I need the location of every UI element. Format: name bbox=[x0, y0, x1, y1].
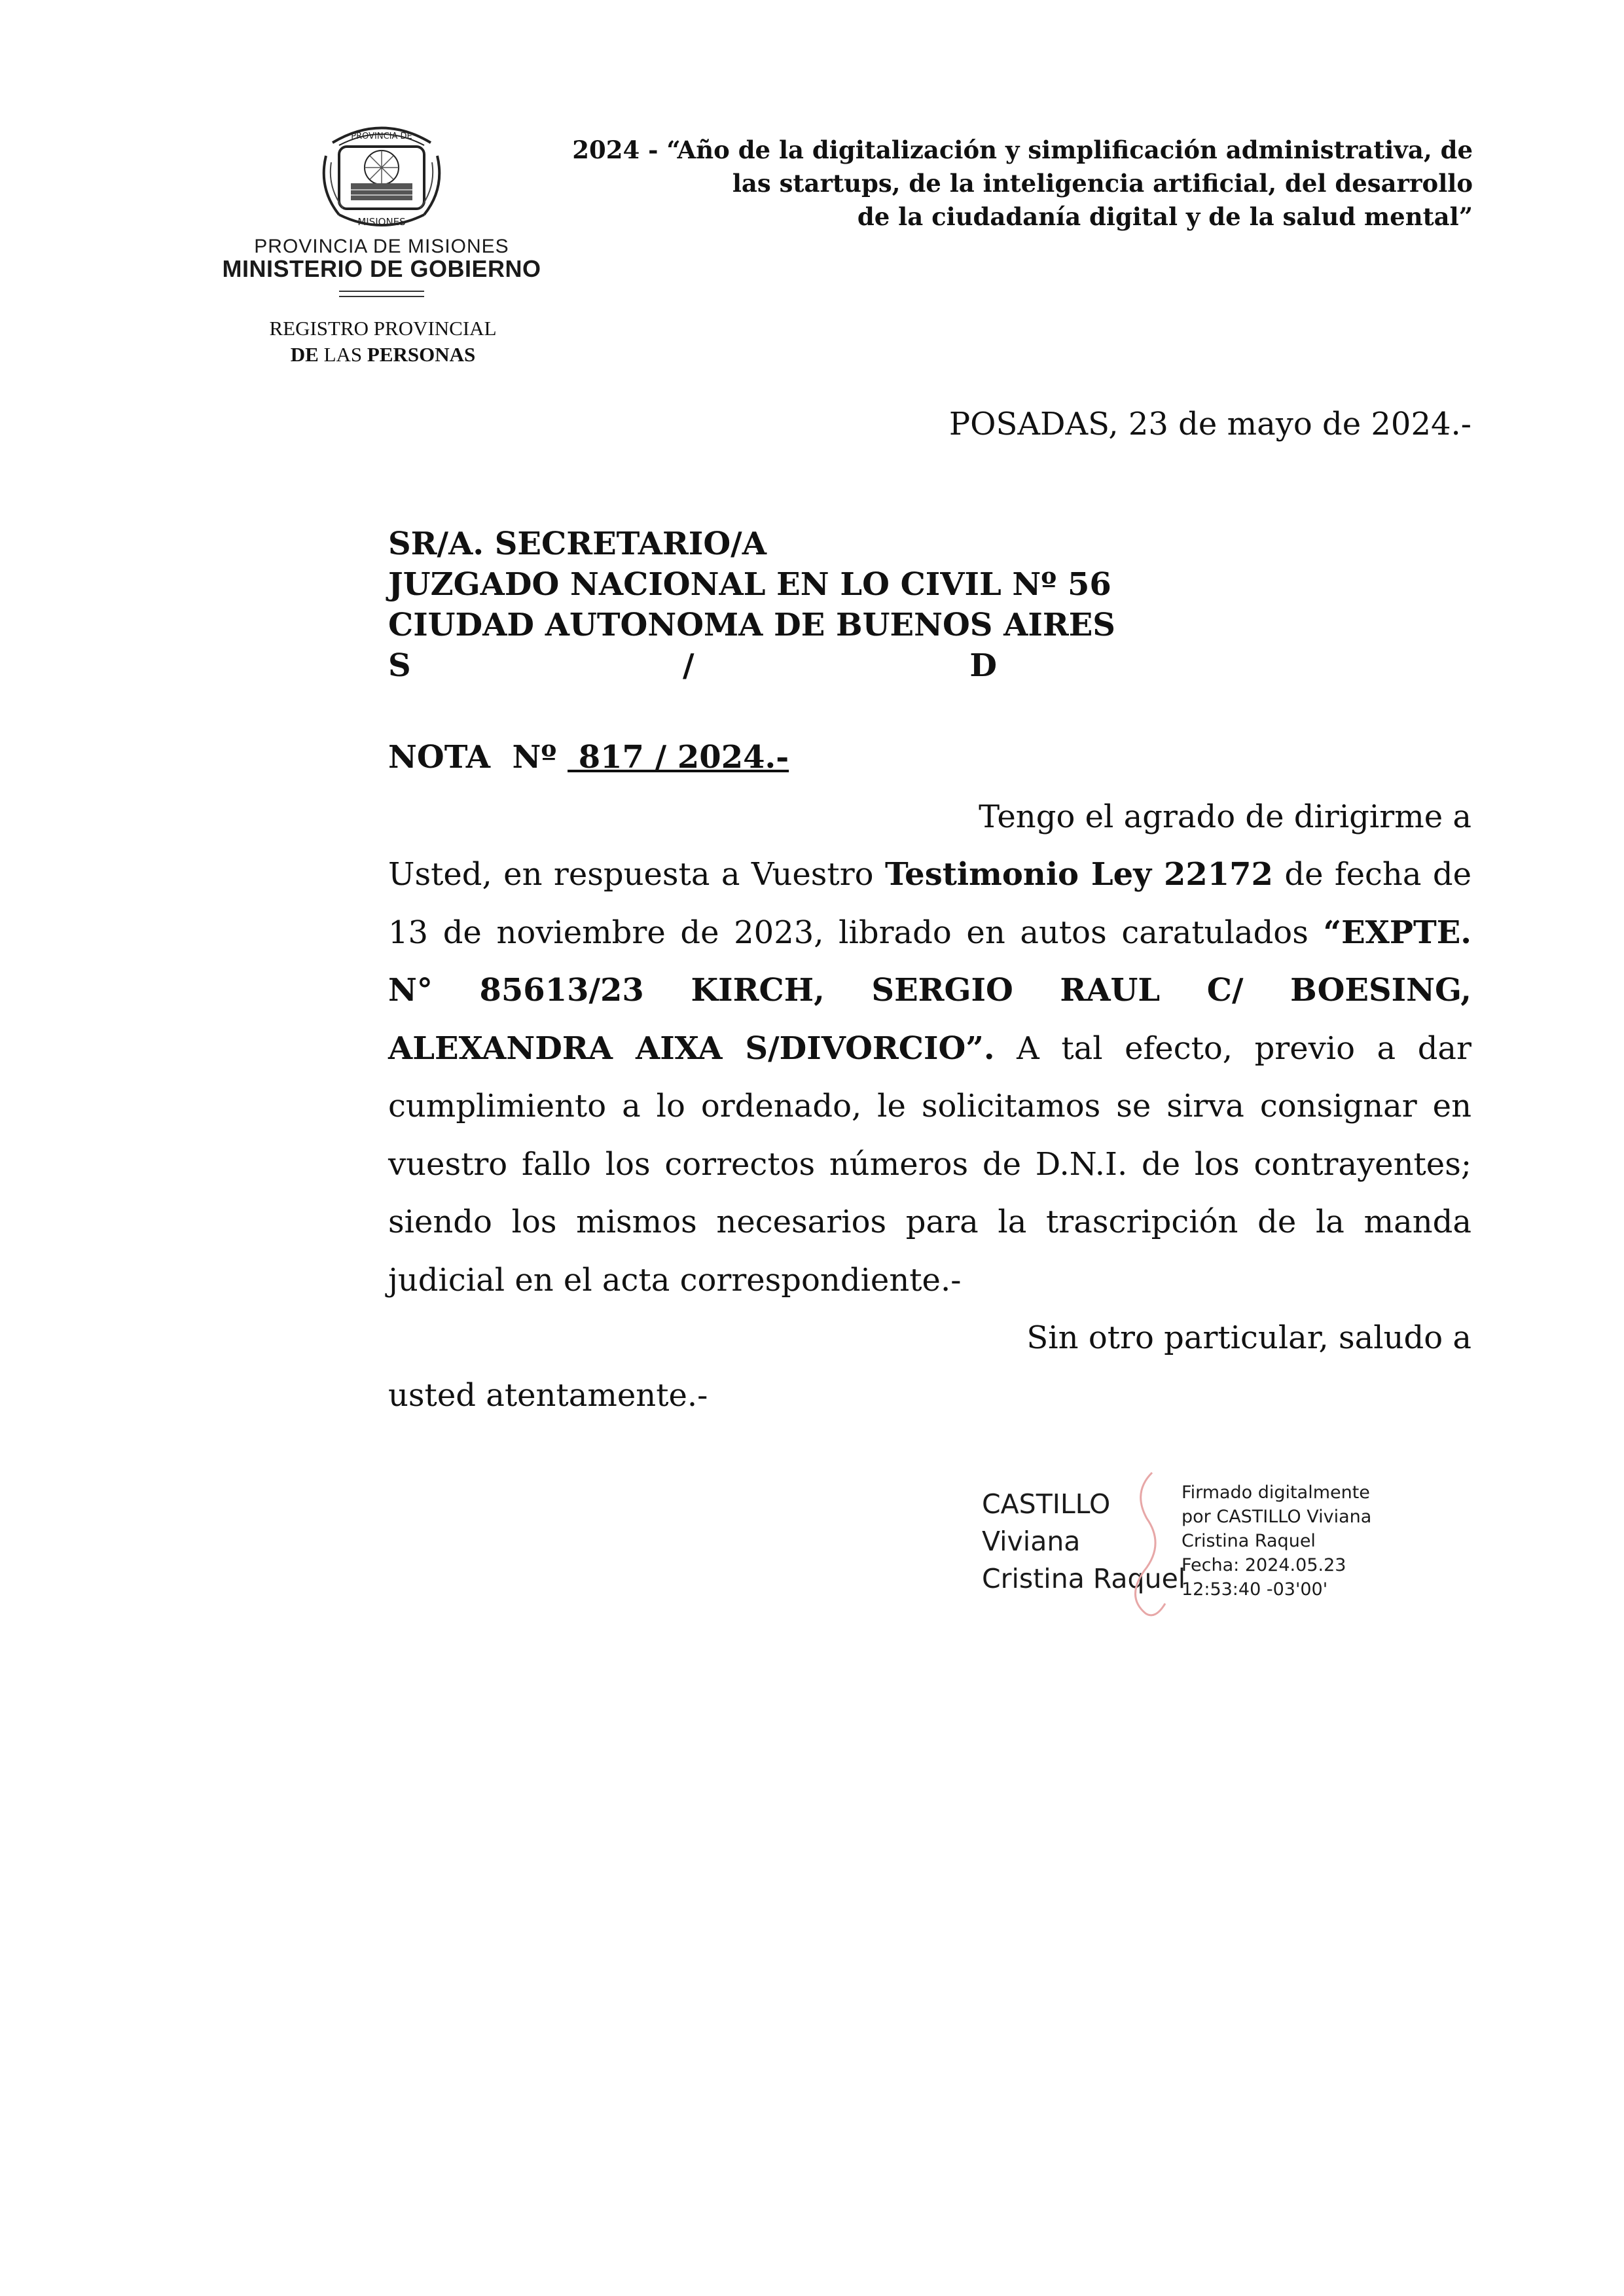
ministry-name: MINISTERIO DE GOBIERNO bbox=[222, 255, 541, 282]
signature-mark-icon bbox=[1106, 1466, 1185, 1623]
signature-info-line: Cristina Raquel bbox=[1182, 1531, 1316, 1551]
closing-opening: Sin otro particular, saludo a bbox=[1026, 1319, 1471, 1356]
sd-slash: / bbox=[683, 647, 695, 684]
signer-name-line: CASTILLO bbox=[982, 1488, 1111, 1520]
addressee-sd-line bbox=[388, 645, 997, 686]
svg-text:PROVINCIA DE: PROVINCIA DE bbox=[351, 132, 412, 141]
coat-of-arms-icon bbox=[313, 117, 450, 236]
registry-name-line2 bbox=[223, 343, 543, 367]
addressee-court: JUZGADO NACIONAL EN LO CIVIL Nº 56 bbox=[388, 566, 1111, 603]
body-text: de fecha de 13 de noviembre de 2023, librado en autos caratulados bbox=[388, 856, 1471, 951]
body-text: Usted, en respuesta a Vuestro bbox=[388, 856, 885, 893]
paragraph-opening: Tengo el agrado de dirigirme a bbox=[979, 798, 1471, 835]
registry-name-line1: REGISTRO PROVINCIAL bbox=[269, 317, 497, 340]
sd-d: D bbox=[969, 647, 997, 684]
registry-word-las: LAS bbox=[318, 343, 367, 366]
note-label: NOTA Nº bbox=[388, 739, 568, 776]
addressee-title: SR/A. SECRETARIO/A bbox=[388, 526, 767, 562]
motto-line: las startups, de la inteligencia artificial, del desarrollo bbox=[732, 169, 1473, 198]
signer-name-line: Viviana bbox=[982, 1526, 1081, 1557]
signature-date: Fecha: 2024.05.23 bbox=[1182, 1555, 1346, 1575]
digital-signature-details bbox=[1182, 1480, 1456, 1602]
signature-time: 12:53:40 -03'00' bbox=[1182, 1579, 1328, 1600]
addressee-city: CIUDAD AUTONOMA DE BUENOS AIRES bbox=[388, 607, 1115, 643]
body-text: A tal efecto, previo a dar cumplimiento a lo ordenado, le solicitamos se sirva consignar en vuestro fallo los correctos números de D.N.I. de los contrayentes; siendo los mismos necesarios para la trascripción de la manda judicial en el acta correspondiente.- bbox=[388, 1030, 1471, 1299]
testimonio-reference: Testimonio Ley 22172 bbox=[884, 856, 1273, 893]
motto-line: de la ciudadanía digital y de la salud mental” bbox=[857, 202, 1473, 231]
letterhead-divider bbox=[339, 291, 424, 292]
body-paragraph bbox=[388, 846, 1471, 1309]
letterhead-divider bbox=[339, 296, 424, 297]
case-file-reference: “EXPTE. N° 85613/23 KIRCH, SERGIO RAUL C/ BOESING, ALEXANDRA AIXA S/DIVORCIO”. bbox=[388, 914, 1471, 1067]
signature-info-line: Firmado digitalmente bbox=[1182, 1482, 1370, 1503]
svg-text:MISIONES: MISIONES bbox=[357, 216, 406, 228]
note-number-value: 817 / 2024.- bbox=[568, 739, 789, 776]
signer-name-line: Cristina Raquel bbox=[982, 1563, 1186, 1594]
motto-line: 2024 - “Año de la digitalización y simplificación administrativa, de bbox=[572, 135, 1473, 164]
addressee-block bbox=[388, 524, 1174, 645]
closing-line: usted atentamente.- bbox=[388, 1377, 708, 1414]
registry-word-de: DE bbox=[290, 343, 319, 366]
province-name: PROVINCIA DE MISIONES bbox=[254, 236, 509, 257]
sd-s: S bbox=[388, 647, 411, 684]
registry-word-personas: PERSONAS bbox=[367, 343, 476, 366]
date-line: POSADAS, 23 de mayo de 2024.- bbox=[948, 406, 1471, 442]
year-motto bbox=[452, 134, 1473, 234]
note-number bbox=[388, 737, 789, 778]
signature-info-line: por CASTILLO Viviana bbox=[1182, 1507, 1372, 1527]
